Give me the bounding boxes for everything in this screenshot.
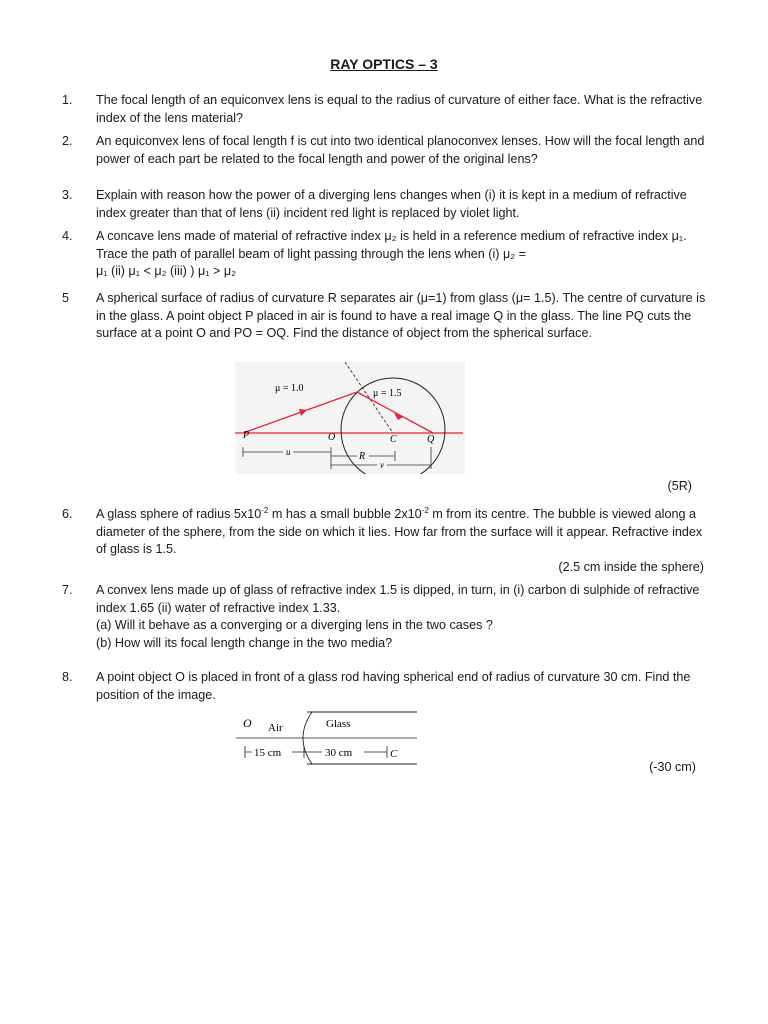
question-part-a: (a) Will it behave as a converging or a diverging lens in the two cases ? (96, 618, 493, 633)
answer-5: (5R) (667, 479, 692, 493)
question-text (96, 506, 706, 559)
question-text: The focal length of an equiconvex lens is equal to the radius of curvature of either face. What is the refractive index of the lens material? (96, 93, 703, 125)
question-text-part: μ₁ (ii) μ₁ < μ₂ (iii) ) μ₁ > μ₂ (96, 264, 236, 279)
point-c-label: C (390, 748, 398, 760)
question-text: A spherical surface of radius of curvature R separates air (μ=1) from glass (μ= 1.5). The centre of curvature is in the glass. A point object P placed in air is found to have a real image Q in the glass. The line PQ cuts the surface at a point O and PO = OQ. Find the distance of object from the spherical surface. (96, 291, 706, 341)
question-number: 8. (62, 670, 73, 684)
question-number: 5 (62, 291, 70, 305)
question-text-part: A glass sphere of radius 5x10 (96, 507, 262, 521)
question-text (96, 582, 706, 652)
question-number: 2. (62, 134, 73, 148)
point-o-label: O (328, 432, 336, 443)
question-number: 7. (62, 583, 73, 597)
question-number: 3. (62, 188, 73, 202)
question-part-b: (b) How will its focal length change in the two media? (96, 635, 393, 650)
answer-6: (2.5 cm inside the sphere) (558, 560, 704, 574)
point-p-label: P (243, 430, 250, 441)
distance-15cm-label: 15 cm (254, 747, 282, 759)
question-text-part: μ₂ = (502, 246, 526, 261)
object-o-label: O (243, 716, 252, 730)
r-label: R (359, 451, 366, 462)
question-text-part: refractive index (582, 229, 669, 243)
distance-30cm-label: 30 cm (325, 747, 353, 759)
question-text: A point object O is placed in front of a glass rod having spherical end of radius of curvature 30 cm. Find the position of the image. (96, 670, 691, 702)
question-text: An equiconvex lens of focal length f is cut into two identical planoconvex lenses. How will the focal length and power of each part be related to the focal length and power of the original lens? (96, 134, 705, 166)
question-text-part: m from its centre. The bubble is viewed along a diameter of the sphere, from the side on which it lies. How far from the surface will it appear. Refractive index of glass is 1.5. (96, 507, 703, 557)
question-text-main: A convex lens made up of glass of refractive index 1.5 is dipped, in turn, in (i) carbon di sulphide of refractive index 1.65 (ii) water of refractive index 1.33. (96, 583, 700, 615)
question-text (96, 228, 706, 281)
mu-glass-label: μ = 1.5 (373, 388, 402, 399)
glass-rod-diagram (232, 706, 422, 770)
point-q-label: Q (427, 434, 435, 445)
air-label: Air (268, 722, 283, 734)
page-title: RAY OPTICS – 3 (330, 56, 438, 72)
refraction-diagram (235, 362, 465, 474)
mu1-symbol: μ₁ (671, 229, 684, 243)
question-text-part: . Trace the path of parallel beam of light passing through the lens when (i) (96, 229, 687, 261)
question-number: 6. (62, 507, 73, 521)
mu2-symbol: μ₂ (384, 229, 397, 243)
u-label: u (286, 447, 291, 457)
point-c-label: C (390, 434, 397, 445)
figure-background (235, 362, 465, 474)
exponent: -2 (261, 505, 269, 515)
question-text-part: is held in a reference medium of (400, 229, 580, 243)
exponent: -2 (421, 505, 429, 515)
answer-8: (-30 cm) (649, 760, 696, 774)
question-text: Explain with reason how the power of a diverging lens changes when (i) it is kept in a medium of refractive index greater than that of lens (ii) incident red light is replaced by violet light. (96, 188, 687, 220)
question-number: 1. (62, 93, 73, 107)
v-label: v (380, 460, 384, 470)
glass-label: Glass (326, 718, 351, 730)
question-text-part: m has a small bubble 2x10 (268, 507, 422, 521)
mu-air-label: μ = 1.0 (275, 383, 304, 394)
question-number: 4. (62, 229, 73, 243)
question-text-part: A concave lens made of material of refractive index (96, 229, 381, 243)
